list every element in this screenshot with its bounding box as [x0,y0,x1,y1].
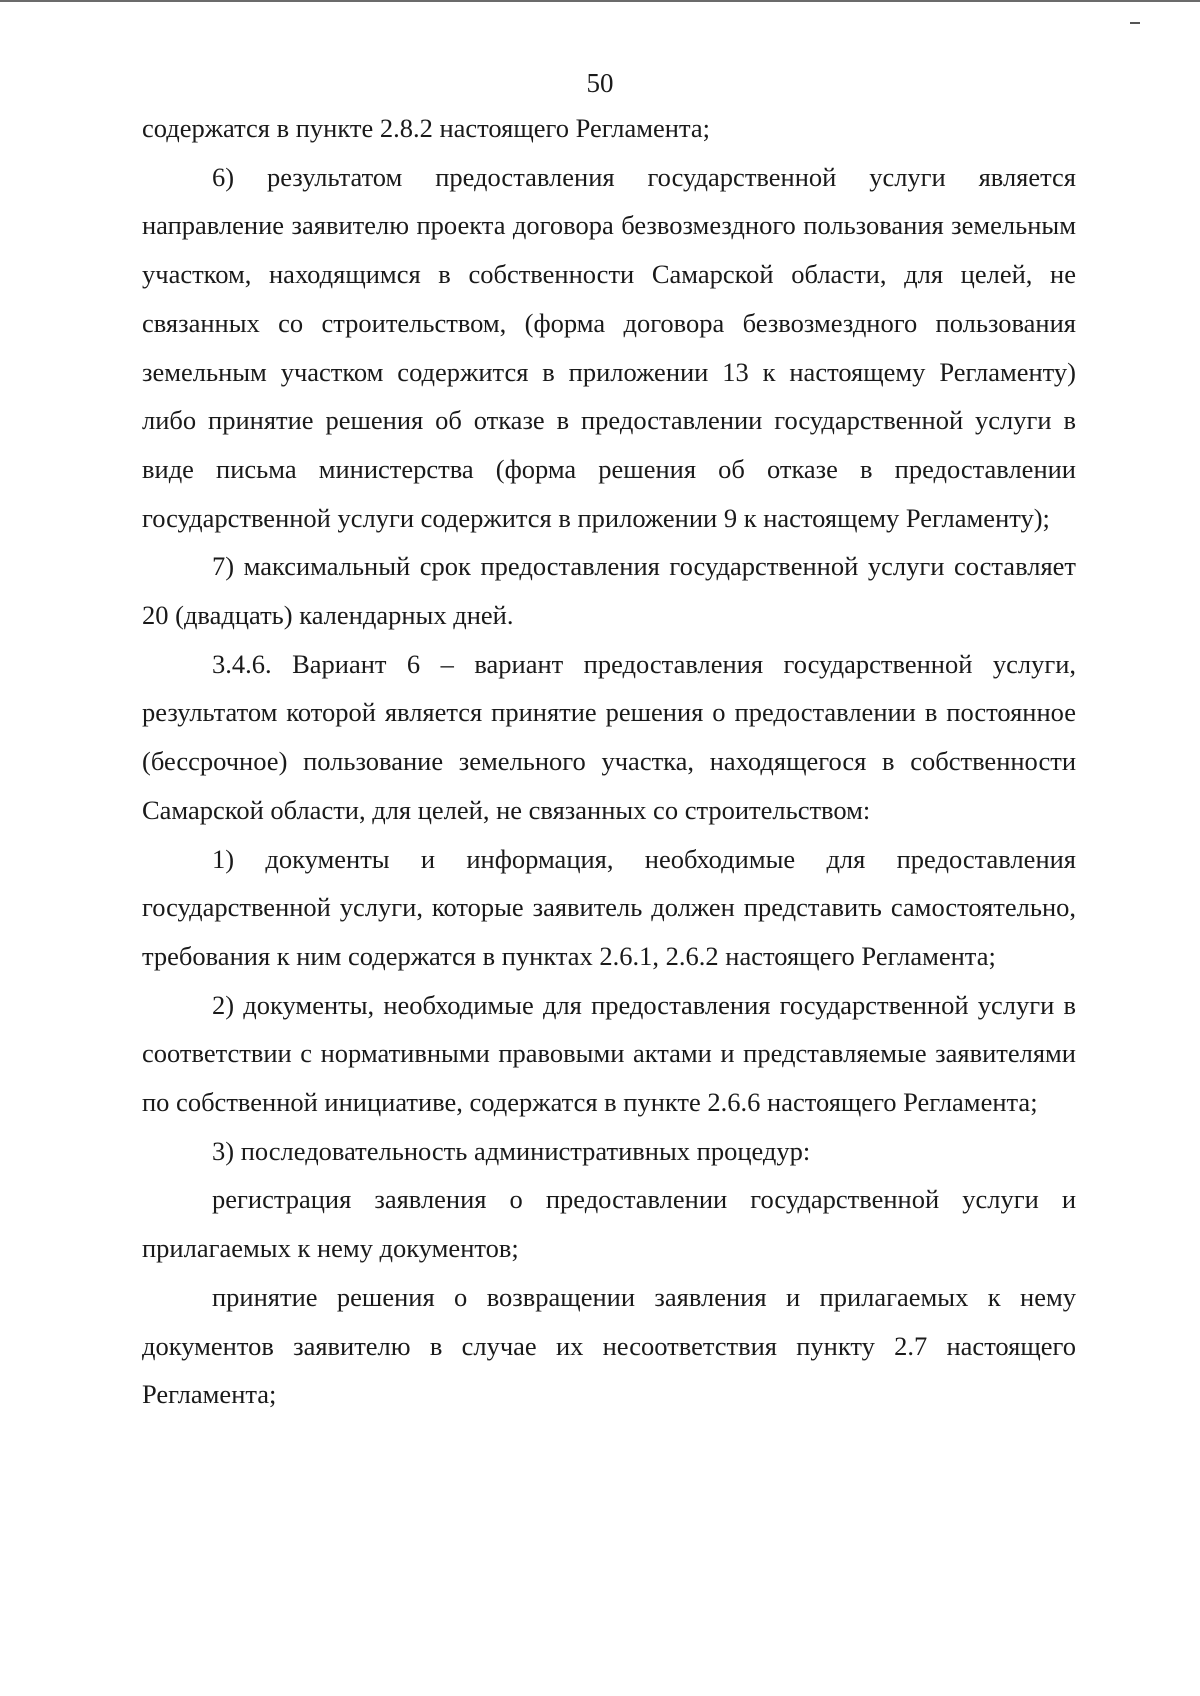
paragraph-item-3: 3) последовательность административных процедур: [212,1135,811,1166]
document-body [142,104,1076,1419]
paragraph-item-2: 2) документы, необходимые для предоставления государственной услуги в соответствии с нормативными правовыми актами и представляемые заявителями по собственной инициативе, содержатся в пункте 2.6.6 настоящего Регламента; [142,989,1076,1118]
paragraph-procedure-registration: регистрация заявления о предоставлении государственной услуги и прилагаемых к нему документов; [142,1184,1076,1264]
paragraph-procedure-return: принятие решения о возвращении заявления и прилагаемых к нему документов заявителю в случае их несоответствия пункту 2.7 настоящего Регламента; [142,1281,1076,1410]
scan-corner-mark [1130,22,1140,24]
paragraph-item-1: 1) документы и информация, необходимые для предоставления государственной услуги, которые заявитель должен представить самостоятельно, требования к ним содержатся в пунктах 2.6.1, 2.6.2 настоящего Регламента; [142,843,1076,971]
paragraph-item-7: 7) максимальный срок предоставления государственной услуги составляет 20 (двадцать) календарных дней. [142,551,1076,631]
paragraph-item-6: 6) результатом предоставления государственной услуги является направление заявителю проекта договора безвозмездного пользования земельным участком, находящимся в собственности Самарской области, для целей, не связанных со строительством, (форма договора безвозмездного пользования земельным участком содержится в приложении 13 к настоящему Регламенту) либо принятие решения об отказе в предоставлении государственной услуги в виде письма министерства (форма решения об отказе в предоставлении государственной услуги содержится в приложении 9 к настоящему Регламенту); [142,161,1076,533]
paragraph-section-3-4-6: 3.4.6. Вариант 6 – вариант предоставления государственной услуги, результатом которой является принятие решения о предоставлении в постоянное (бессрочное) пользование земельного участка, находящегося в собственности Самарской области, для целей, не связанных со строительством: [142,648,1076,825]
scan-top-edge [0,0,1200,2]
paragraph-continuation: содержатся в пункте 2.8.2 настоящего Регламента; [142,113,711,143]
page-number: 50 [586,68,614,98]
